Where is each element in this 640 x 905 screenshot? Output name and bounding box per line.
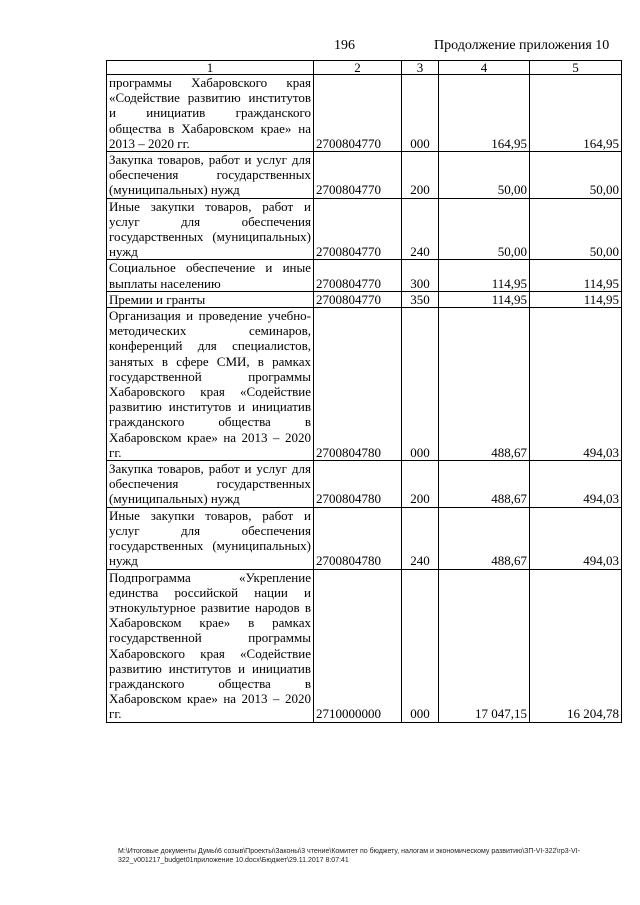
expense-type-code: 200 xyxy=(402,152,439,199)
row-description: Подпрограмма «Укрепление единства российской нации и этнокультурное развитие народов в Хабаровском крае» в рамках государственной программы Хабаровского края «Содействие развитию институтов и инициатив гражданского общества в Хабаровском крае» на 2013 – 2020 гг. xyxy=(107,569,314,722)
budget-table xyxy=(106,60,622,723)
amount-2018: 488,67 xyxy=(439,461,530,508)
table-row xyxy=(107,569,622,722)
row-description: программы Хабаровского края «Содействие развитию институтов и инициатив гражданского общества в Хабаровском крае» на 2013 – 2020 гг. xyxy=(107,75,314,152)
continuation-label: Продолжение приложения 10 xyxy=(434,38,610,53)
table-row xyxy=(107,291,622,307)
amount-2019: 114,95 xyxy=(530,291,622,307)
expense-type-code: 350 xyxy=(402,291,439,307)
target-code: 2700804770 xyxy=(314,260,402,291)
row-description: Социальное обеспечение и иные выплаты населению xyxy=(107,260,314,291)
amount-2018: 114,95 xyxy=(439,260,530,291)
column-header: 2 xyxy=(314,61,402,75)
row-description: Премии и гранты xyxy=(107,291,314,307)
file-path-footer: M:\Итоговые документы Думы\6 созыв\Проекты\Законы\3 чтение\Комитет по бюджету, налогам и экономическому развитию\ЗП-VI-322\гр3-VI-322_v001217_budget01приложение 10.docx\Бюджет\29.11.2017 8:07:41 xyxy=(118,848,580,864)
amount-2018: 50,00 xyxy=(439,198,530,260)
row-description: Закупка товаров, работ и услуг для обеспечения государственных (муниципальных) нужд xyxy=(107,152,314,199)
row-description: Организация и проведение учебно-методических семинаров, конференций для специалистов, занятых в сфере СМИ, в рамках государственной программы Хабаровского края «Содействие развитию институтов и инициатив гражданского общества в Хабаровском крае» на 2013 – 2020 гг. xyxy=(107,308,314,461)
expense-type-code: 200 xyxy=(402,461,439,508)
amount-2018: 164,95 xyxy=(439,75,530,152)
column-header: 3 xyxy=(402,61,439,75)
amount-2018: 50,00 xyxy=(439,152,530,199)
target-code: 2700804780 xyxy=(314,308,402,461)
table-row xyxy=(107,198,622,260)
column-header: 1 xyxy=(107,61,314,75)
target-code: 2700804780 xyxy=(314,507,402,569)
table-row xyxy=(107,507,622,569)
column-header: 4 xyxy=(439,61,530,75)
amount-2018: 17 047,15 xyxy=(439,569,530,722)
table-row xyxy=(107,461,622,508)
amount-2019: 164,95 xyxy=(530,75,622,152)
table-header-row xyxy=(107,61,622,75)
expense-type-code: 000 xyxy=(402,308,439,461)
column-header: 5 xyxy=(530,61,622,75)
table-row xyxy=(107,260,622,291)
expense-type-code: 000 xyxy=(402,569,439,722)
amount-2019: 494,03 xyxy=(530,507,622,569)
amount-2018: 114,95 xyxy=(439,291,530,307)
expense-type-code: 240 xyxy=(402,198,439,260)
target-code: 2700804770 xyxy=(314,75,402,152)
expense-type-code: 300 xyxy=(402,260,439,291)
row-description: Иные закупки товаров, работ и услуг для обеспечения государственных (муниципальных) нужд xyxy=(107,198,314,260)
page-number: 196 xyxy=(334,38,355,53)
target-code: 2710000000 xyxy=(314,569,402,722)
amount-2019: 16 204,78 xyxy=(530,569,622,722)
target-code: 2700804770 xyxy=(314,198,402,260)
expense-type-code: 240 xyxy=(402,507,439,569)
table-row xyxy=(107,75,622,152)
amount-2019: 50,00 xyxy=(530,198,622,260)
amount-2019: 494,03 xyxy=(530,461,622,508)
amount-2019: 114,95 xyxy=(530,260,622,291)
table-row xyxy=(107,152,622,199)
row-description: Закупка товаров, работ и услуг для обеспечения государственных (муниципальных) нужд xyxy=(107,461,314,508)
amount-2019: 50,00 xyxy=(530,152,622,199)
target-code: 2700804770 xyxy=(314,291,402,307)
amount-2018: 488,67 xyxy=(439,507,530,569)
amount-2018: 488,67 xyxy=(439,308,530,461)
amount-2019: 494,03 xyxy=(530,308,622,461)
row-description: Иные закупки товаров, работ и услуг для обеспечения государственных (муниципальных) нужд xyxy=(107,507,314,569)
target-code: 2700804780 xyxy=(314,461,402,508)
expense-type-code: 000 xyxy=(402,75,439,152)
table-row xyxy=(107,308,622,461)
target-code: 2700804770 xyxy=(314,152,402,199)
